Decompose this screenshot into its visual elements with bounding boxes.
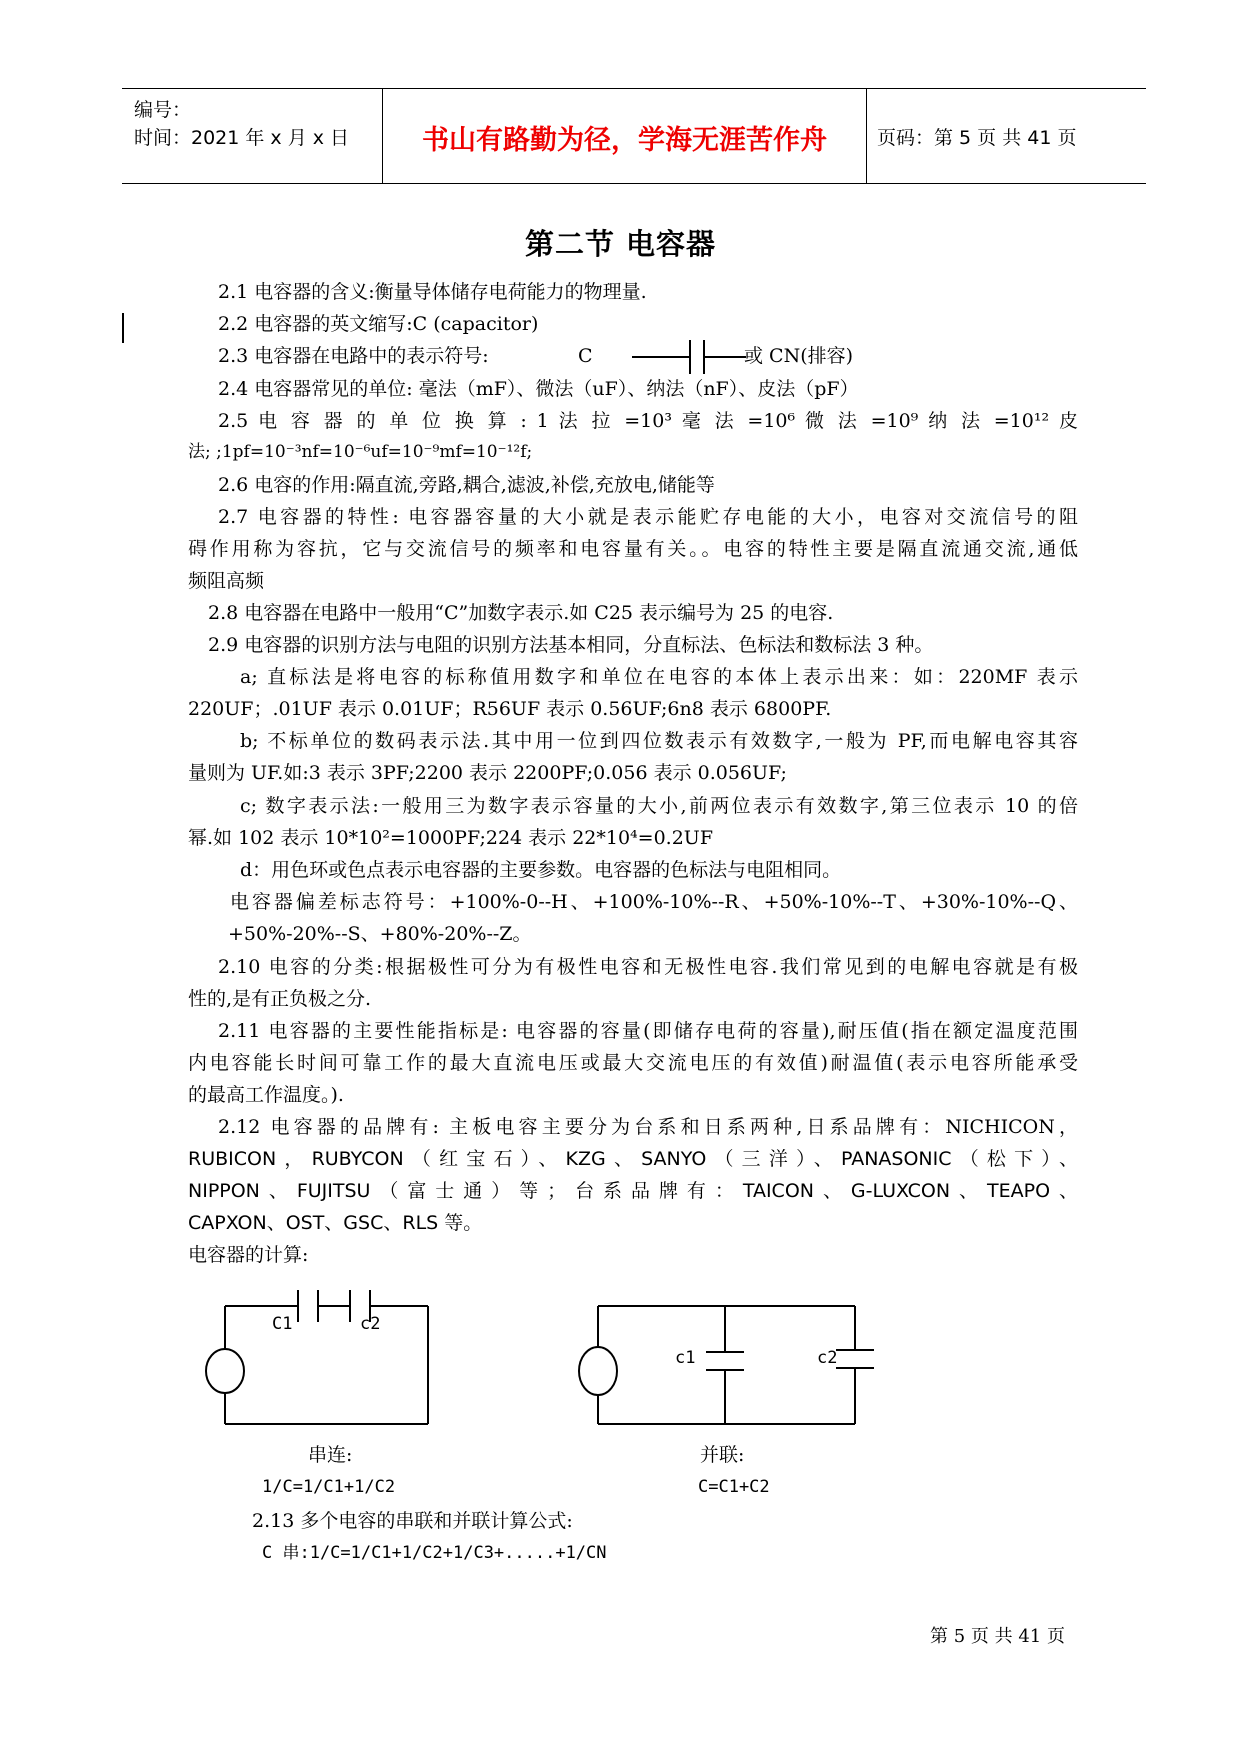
item-2-8: 2.8 电容器在电路中一般用“C”加数字表示.如 C25 表示编号为 25 的电容. (208, 602, 834, 624)
item-2-3-symbol-label: C (578, 345, 593, 367)
item-c-line2: 幂.如 102 表示 10*10²=1000PF;224 表示 22*10⁴=0.2UF (188, 827, 714, 849)
item-2-1: 2.1 电容器的含义:衡量导体储存电荷能力的物理量. (218, 281, 647, 303)
item-2-7-line2: 碍作用称为容抗，它与交流信号的频率和电容量有关。。电容的特性主要是隔直流通交流,通低 (188, 538, 1078, 560)
parallel-c1-label: c1 (675, 1348, 696, 1368)
item-2-12-line1: 2.12 电容器的品牌有: 主板电容主要分为台系和日系两种,日系品牌有：NICHICON， (218, 1116, 1078, 1138)
item-d: d：用色环或色点表示电容器的主要参数。电容器的色标法与电阻相同。 (240, 859, 842, 881)
item-2-11-line3: 的最高工作温度。). (188, 1084, 344, 1106)
series-n-formula: C 串:1/C=1/C1+1/C2+1/C3+.....+1/CN (262, 1543, 607, 1563)
item-2-12-line2: RUBICON，RUBYCON（红宝石）、KZG、SANYO（三洋）、PANASONIC（松下）、 (188, 1148, 1078, 1170)
item-c-line1: c; 数字表示法:一般用三为数字表示容量的大小,前两位表示有效数字,第三位表示 10 的倍 (240, 795, 1078, 817)
item-b-line1: b; 不标单位的数码表示法.其中用一位到四位数表示有效数字,一般为 PF,而电解电容其容 (240, 730, 1078, 752)
series-caption: 串连: (308, 1444, 353, 1466)
item-2-4: 2.4 电容器常见的单位: 毫法（mF）、微法（uF）、纳法（nF）、皮法（pF） (218, 378, 859, 400)
item-2-7-line3: 频阻高频 (188, 570, 265, 592)
item-2-13: 2.13 多个电容的串联和并联计算公式: (252, 1510, 573, 1532)
number-label: 编号： (134, 99, 192, 121)
item-2-6: 2.6 电容的作用:隔直流,旁路,耦合,滤波,补偿,充放电,储能等 (218, 474, 715, 496)
item-2-7-line1: 2.7 电容器的特性: 电容器容量的大小就是表示能贮存电能的大小，电容对交流信号的阻 (218, 506, 1078, 528)
item-b-line2: 量则为 UF.如:3 表示 3PF;2200 表示 2200PF;0.056 表示 0.056UF; (188, 762, 787, 784)
time-label: 时间：2021 年 x 月 x 日 (134, 127, 350, 149)
item-2-9: 2.9 电容器的识别方法与电阻的识别方法基本相同，分直标法、色标法和数标法 3 种。 (208, 634, 934, 656)
section-title: 第二节 电容器 (524, 227, 717, 261)
item-a-line1: a; 直标法是将电容的标称值用数字和单位在电容的本体上表示出来：如：220MF 表示 (240, 666, 1078, 688)
page-info: 页码：第 5 页 共 41 页 (877, 127, 1077, 149)
item-2-5-line1: 2.5 电 容 器 的 单 位 换 算 : 1 法 拉 =10³ 毫 法 =10⁶ 微 法 =10⁹ 纳 法 =10¹² 皮 (218, 410, 1078, 432)
item-2-11-line2: 内电容能长时间可靠工作的最大直流电压或最大交流电压的有效值)耐温值(表示电容所能承受 (188, 1052, 1078, 1074)
page-footer: 第 5 页 共 41 页 (930, 1626, 1065, 1647)
ac-source-icon (579, 1347, 617, 1395)
item-a-line2: 220UF；.01UF 表示 0.01UF；R56UF 表示 0.56UF;6n8 表示 6800PF. (188, 698, 832, 720)
item-2-12-line4: CAPXON、OST、GSC、RLS 等。 (188, 1212, 483, 1234)
item-2-11-line1: 2.11 电容器的主要性能指标是: 电容器的容量(即储存电荷的容量),耐压值(指在额定温度范围 (218, 1020, 1078, 1042)
item-2-12-line3: NIPPON、FUJITSU（富士通）等；台系品牌有：TAICON、G-LUXCON、TEAPO、 (188, 1180, 1078, 1202)
capacitor-symbol-icon (632, 340, 746, 374)
parallel-caption: 并联: (700, 1444, 745, 1466)
tolerance-line2: +50%-20%--S、+80%-20%--Z。 (228, 923, 532, 945)
motto: 书山有路勤为径，学海无涯苦作舟 (422, 125, 827, 156)
item-2-3: 2.3 电容器在电路中的表示符号: (218, 345, 489, 367)
parallel-c2-label: c2 (817, 1348, 838, 1368)
series-c1-label: C1 (272, 1314, 293, 1334)
item-2-3-tail: 或 CN(排容) (744, 345, 854, 367)
series-circuit (206, 1290, 428, 1424)
ac-source-icon (206, 1349, 244, 1393)
item-2-2: 2.2 电容器的英文缩写:C (capacitor) (218, 313, 539, 335)
item-2-10-line2: 性的,是有正负极之分. (188, 988, 372, 1010)
calc-heading: 电容器的计算: (188, 1244, 309, 1266)
series-formula: 1/C=1/C1+1/C2 (262, 1477, 396, 1497)
tolerance-line1: 电容器偏差标志符号：+100%-0--H、+100%-10%--R、+50%-10%--T、+30%-10%--Q、 (230, 891, 1078, 913)
parallel-formula: C=C1+C2 (698, 1477, 770, 1497)
item-2-10-line1: 2.10 电容的分类:根据极性可分为有极性电容和无极性电容.我们常见到的电解电容就是有极 (218, 956, 1078, 978)
item-2-5-line2: 法; ;1pf=10⁻³nf=10⁻⁶uf=10⁻⁹mf=10⁻¹²f; (188, 442, 533, 462)
series-c2-label: c2 (360, 1314, 381, 1334)
